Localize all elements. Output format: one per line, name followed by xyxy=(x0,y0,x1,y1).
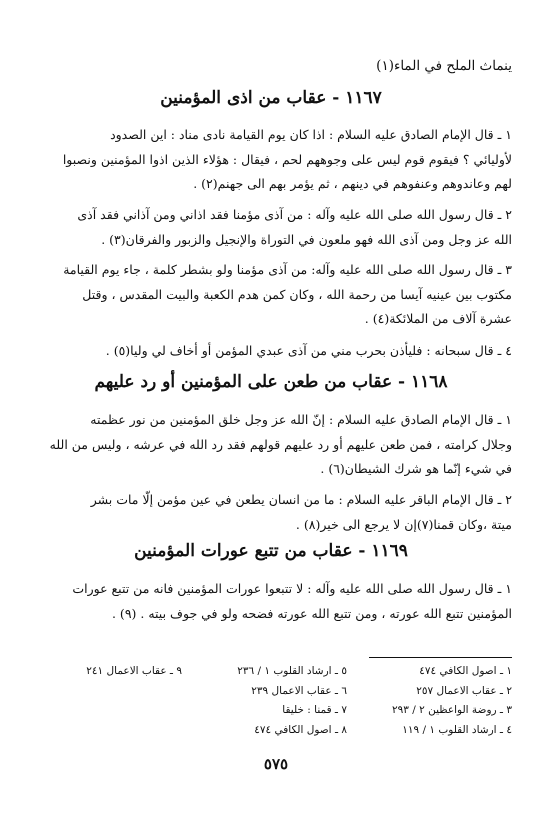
text-line: المؤمنين تتبع الله عورته ، ومن تتبع الله عورته فضحه ولو في جوف بيته . (٩) . xyxy=(111,605,512,621)
text-line: ٤ ـ قال سبحانه : فليأذن بحرب مني من آذى عبدي المؤمن أو أخاف لي وليا(٥) . xyxy=(105,343,512,358)
footnote: ٤ ـ ارشاد القلوب ١ / ١١٩ xyxy=(402,723,512,736)
section-heading-1168: ١١٦٨ - عقاب من طعن على المؤمنين أو رد عليهم xyxy=(94,372,448,392)
text-line: لهم وعاندوهم وعنفوهم في دينهم ، ثم يؤمر بهم الى جهنم(٢) . xyxy=(193,176,512,191)
paragraph xyxy=(30,258,512,332)
paragraph xyxy=(30,577,512,626)
text-line: مكتوب بين عينيه آيسا من رحمة الله ، وكان كمن هدم الكعبة والبيت المقدس ، وقتل xyxy=(82,286,512,302)
footnote: ٢ ـ عقاب الاعمال ٢٥٧ xyxy=(416,684,512,697)
text-line: وجلال كرامته ، فمن طعن عليهم أو رد عليهم قولهم فقد رد الله في عرشه ، وليس من الله xyxy=(49,436,512,452)
footnote: ٩ ـ عقاب الاعمال ٢٤١ xyxy=(86,665,182,677)
text-line: في شيء إنّما هو شرك الشيطان(٦) . xyxy=(320,461,512,476)
footnote: ٧ ـ قمنا : خليقا xyxy=(282,704,347,716)
paragraph xyxy=(30,123,512,197)
footnote: ٨ ـ اصول الكافي ٤٧٤ xyxy=(254,723,347,736)
text-line: ٢ ـ قال الإمام الباقر عليه السلام : ما من انسان يطعن في عين مؤمن إلّا مات بشر xyxy=(90,492,512,507)
footnote: ٣ ـ روضة الواعظين ٢ / ٢٩٣ xyxy=(391,704,512,716)
footnote-column xyxy=(187,662,347,740)
footnote-divider xyxy=(369,657,512,658)
text-line: ميتة ،وكان قمنا(٧)إن لا يرجع الى خير(٨) . xyxy=(295,516,512,532)
text-line: ٢ ـ قال رسول الله صلى الله عليه وآله : من آذى مؤمنا فقد اذاني ومن آذاني فقد آذى xyxy=(77,207,512,222)
footnote: ٦ ـ عقاب الاعمال ٢٣٩ xyxy=(251,684,347,697)
text-line: ١ ـ قال الإمام الصادق عليه السلام : اذا كان يوم القيامة نادى مناد : اين الصدود xyxy=(110,127,512,142)
footnote-column xyxy=(42,662,182,682)
page-number: ٥٧٥ xyxy=(263,755,289,773)
footnote-column xyxy=(352,662,512,740)
text-line: ١ ـ قال الإمام الصادق عليه السلام : إنّ الله عز وجل خلق المؤمنين من نور عظمته xyxy=(90,412,512,427)
footnote: ١ ـ اصول الكافي ٤٧٤ xyxy=(419,665,512,677)
paragraph xyxy=(30,488,512,537)
continuation-line: ينماث الملح في الماء(١) xyxy=(376,58,512,74)
footnote: ٥ ـ ارشاد القلوب ١ / ٢٣٦ xyxy=(237,665,347,677)
section-heading-1169: ١١٦٩ - عقاب من تتبع عورات المؤمنين xyxy=(134,541,408,561)
text-line: عشرة آلاف من الملائكة(٤) . xyxy=(364,311,512,326)
text-line: ٣ ـ قال رسول الله صلى الله عليه وآله: من آذى مؤمنا ولو بشطر كلمة ، جاء يوم القيامة xyxy=(63,262,512,277)
paragraph xyxy=(30,203,512,252)
paragraph xyxy=(30,339,512,364)
paragraph xyxy=(30,408,512,482)
text-line: الله عز وجل ومن آذى الله فهو ملعون في التوراة والإنجيل والزبور والفرقان(٣) . xyxy=(101,231,512,247)
text-line: لأوليائي ؟ فيقوم قوم ليس على وجوههم لحم ، فيقال : هؤلاء الذين اذوا المؤمنين ونصبوا xyxy=(62,151,512,167)
section-heading-1167: ١١٦٧ - عقاب من اذى المؤمنين xyxy=(160,88,382,108)
text-line: ١ ـ قال رسول الله صلى الله عليه وآله : لا تتبعوا عورات المؤمنين فانه من تتبع عورات xyxy=(72,581,512,596)
